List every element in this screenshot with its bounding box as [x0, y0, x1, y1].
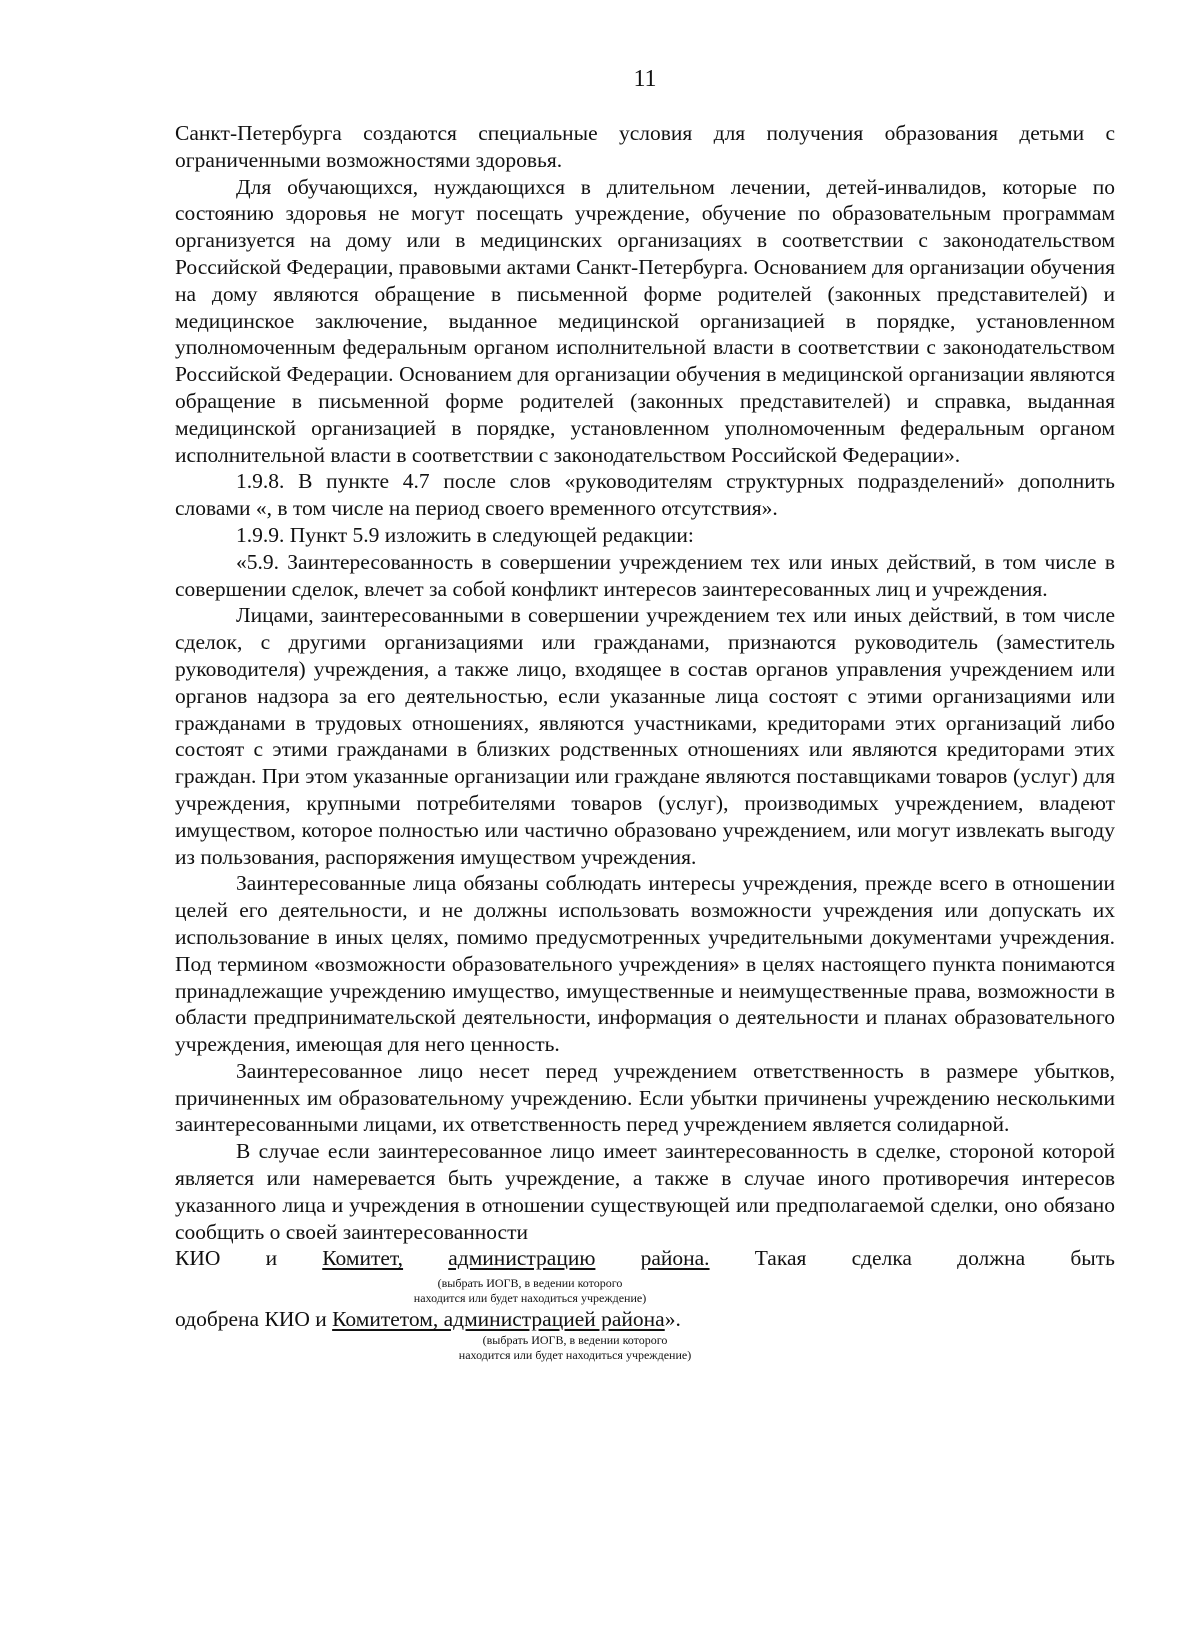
- paragraph-home-education: Для обучающихся, нуждающихся в длительном лечении, детей-инвалидов, которые по состоянию здоровья не могут посещать учреждение, обучение по образовательным программам организуется на дому или в медицинских организациях в соответствии с законодательством Российской Федерации, правовыми актами Санкт-Петербурга. Основанием для организации обучения на дому являются обращение в письменной форме родителей (законных представителей) и медицинское заключение, выданное медицинской организацией в порядке, установленном уполномоченным федеральным органом исполнительной власти в соответствии с законодательством Российской Федерации. Основанием для организации обучения в медицинской организации являются обращение в письменной форме родителей (законных представителей) и справка, выданная медицинской организацией в порядке, установленном уполномоченным федеральным органом исполнительной власти в соответствии с законодательством Российской Федерации».: [175, 174, 1115, 467]
- iogv-footnote-1: [370, 1276, 690, 1306]
- and-word: и: [265, 1246, 278, 1271]
- be-word: быть: [1070, 1246, 1115, 1271]
- approval-line: [175, 1306, 1115, 1333]
- kio-word: КИО: [175, 1246, 221, 1271]
- must-word: должна: [957, 1246, 1026, 1271]
- district-word: района.: [640, 1246, 710, 1271]
- document-body: [175, 120, 1115, 1363]
- paragraph-liability: Заинтересованное лицо несет перед учреждением ответственность в размере убытков, причиненных им образовательному учреждению. Если убытки причинены учреждению несколькими заинтересованными лицами, их ответственность перед учреждением является солидарной.: [175, 1058, 1115, 1137]
- page-number: 11: [633, 66, 657, 92]
- iogv-footnote-2-line2: находится или будет находиться учреждение): [458, 1348, 692, 1363]
- iogv-footnote-1-line2: находится или будет находиться учреждение): [413, 1291, 647, 1306]
- paragraph-clause-5-9: «5.9. Заинтересованность в совершении учреждением тех или иных действий, в том числе в совершении сделок, влечет за собой конфликт интересов заинтересованных лиц и учреждения.: [175, 549, 1115, 601]
- paragraph-interested-persons: Лицами, заинтересованными в совершении учреждением тех или иных действий, в том числе сделок, с другими организациями или гражданами, признаются руководитель (заместитель руководителя) учреждения, а также лицо, входящее в состав органов управления учреждением или органов надзора за его деятельностью, если указанные лица состоят с этими организациями или гражданами в трудовых отношениях, являются участниками, кредиторами этих организаций либо состоят с этими гражданами в близких родственных отношениях или являются кредиторами этих граждан. При этом указанные организации или граждане являются поставщиками товаров (услуг) для учреждения, крупными потребителями товаров (услуг), производимых учреждением, владеют имуществом, которое полностью или частично образовано учреждением, или могут извлекать выгоду из пользования, распоряжения имуществом учреждения.: [175, 603, 1115, 869]
- paragraph-obligations: Заинтересованные лица обязаны соблюдать интересы учреждения, прежде всего в отношении целей его деятельности, и не должны использовать возможности учреждения или допускать их использование в иных целях, помимо предусмотренных учредительными документами учреждения. Под термином «возможности образовательного учреждения» в целях настоящего пункта понимаются принадлежащие учреждению имущество, имущественные и неимущественные права, возможности в области предпринимательской деятельности, информация о деятельности и планах образовательного учреждения, имеющая для него ценность.: [175, 871, 1115, 1057]
- committee-word: Комитет,: [322, 1246, 404, 1271]
- approval-prefix: одобрена КИО и: [175, 1307, 333, 1332]
- iogv-footnote-2-line1: (выбрать ИОГВ, в ведении которого: [482, 1333, 668, 1348]
- iogv-footnote-1-line1: (выбрать ИОГВ, в ведении которого: [437, 1276, 623, 1291]
- such-word: Такая: [754, 1246, 807, 1271]
- paragraph-deal-interest: В случае если заинтересованное лицо имеет заинтересованность в сделке, стороной которой является или намеревается быть учреждение, а также в случае иного противоречия интересов указанного лица и учреждения в отношении существующей или предполагаемой сделки, оно обязано сообщить о своей заинтересованности: [175, 1139, 1115, 1244]
- approval-suffix: ».: [664, 1307, 681, 1332]
- approval-underlined: Комитетом, администрацией района: [332, 1307, 665, 1332]
- admin-word: администрацию: [448, 1246, 596, 1271]
- paragraph-item-1-9-9: 1.9.9. Пункт 5.9 изложить в следующей редакции:: [236, 522, 694, 547]
- kio-approval-line: [175, 1245, 1115, 1272]
- paragraph-continuation: Санкт-Петербурга создаются специальные условия для получения образования детьми с ограниченными возможностями здоровья.: [175, 121, 1115, 172]
- iogv-footnote-2: [415, 1333, 735, 1363]
- deal-word: сделка: [851, 1246, 912, 1271]
- paragraph-item-1-9-8: 1.9.8. В пункте 4.7 после слов «руководителям структурных подразделений» дополнить словами «, в том числе на период своего временного отсутствия».: [175, 469, 1115, 521]
